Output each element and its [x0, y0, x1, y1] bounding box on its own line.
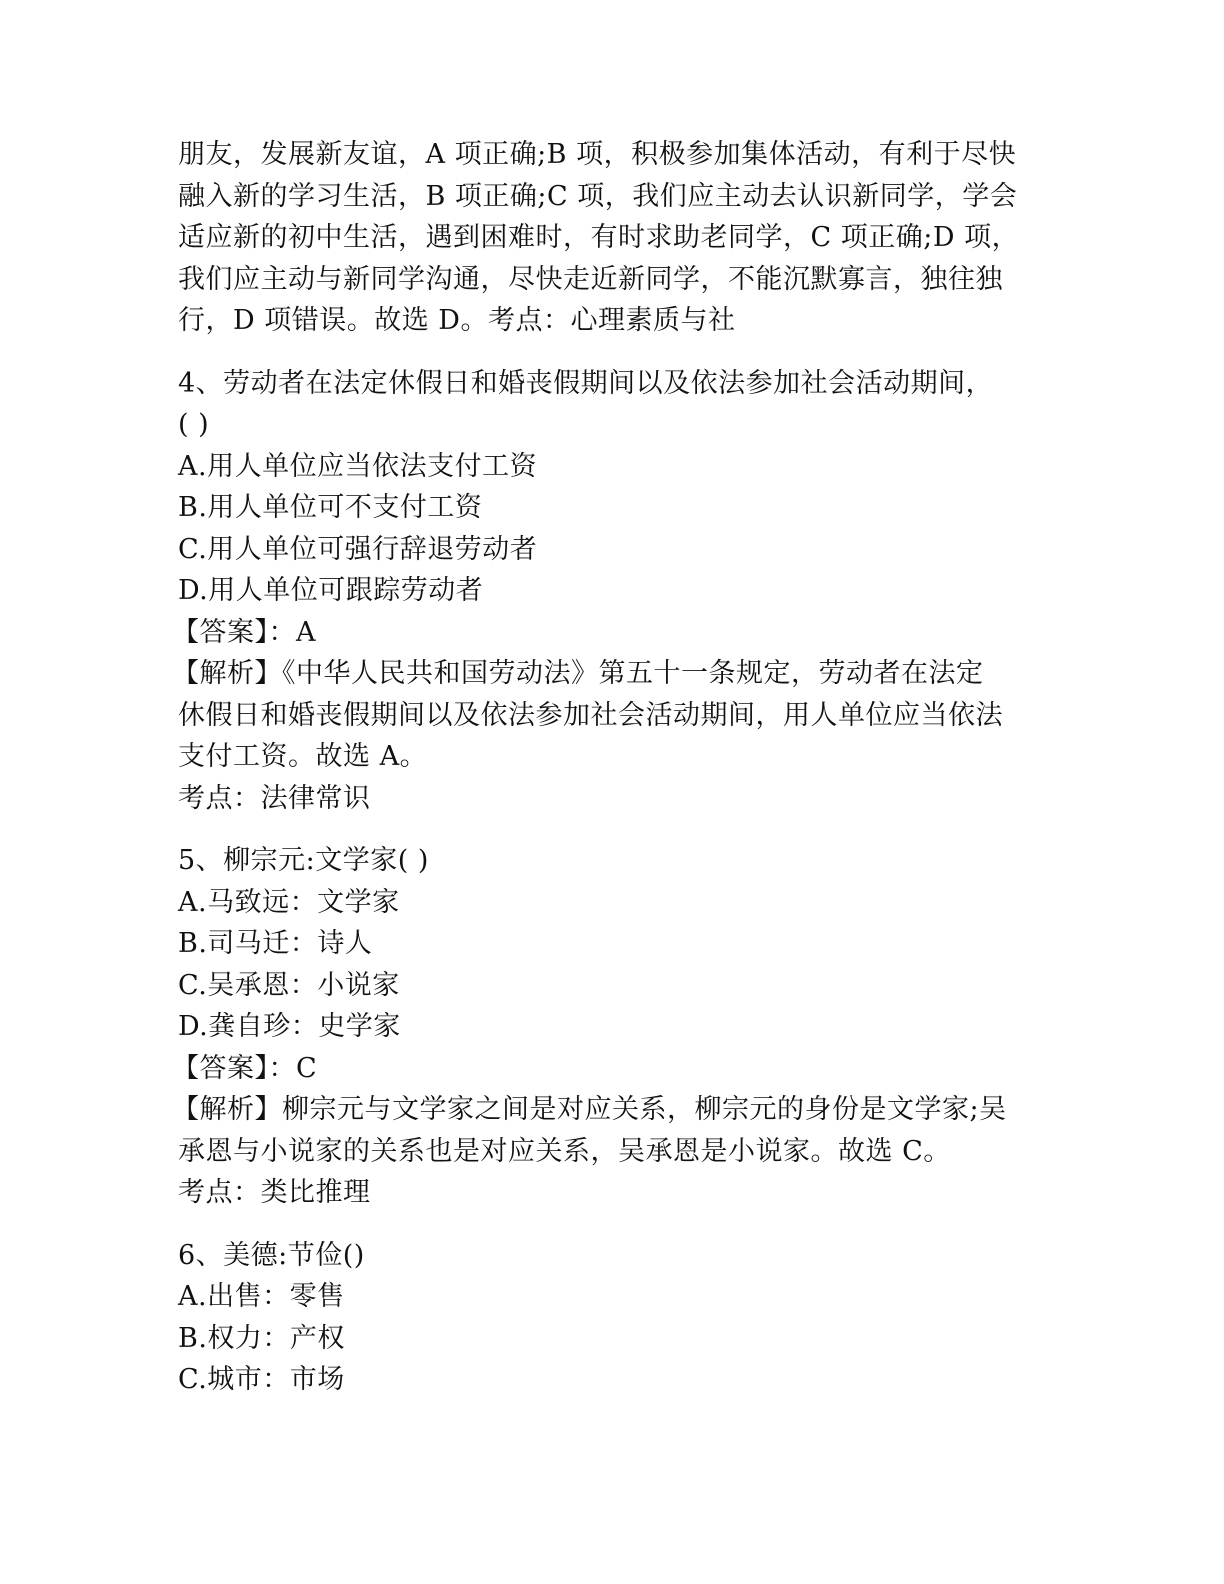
text-line: 融入新的学习生活，B 项正确;C 项，我们应主动去认识新同学，学会 [178, 180, 1018, 212]
question-6 [178, 1235, 1038, 1401]
option-d: D.用人单位可跟踪劳动者 [178, 575, 484, 606]
question-blank: ( ) [178, 409, 210, 440]
document-page [172, 134, 1038, 1401]
spacer [178, 1214, 1038, 1235]
option-a: A.马致远：文学家 [178, 886, 400, 918]
analysis-line: 休假日和婚丧假期间以及依法参加社会活动期间，用人单位应当依法 [178, 699, 1003, 731]
option-c: C.吴承恩：小说家 [178, 969, 400, 1001]
option-b: B.用人单位可不支付工资 [178, 492, 483, 523]
analysis-line: 承恩与小说家的关系也是对应关系，吴承恩是小说家。故选 C。 [178, 1135, 951, 1167]
analysis-line: 【解析】柳宗元与文学家之间是对应关系，柳宗元的身份是文学家;吴 [172, 1094, 1007, 1125]
option-b: B.权力：产权 [178, 1322, 345, 1354]
text-line: 行，D 项错误。故选 D。考点：心理素质与社 [178, 305, 736, 336]
answer: 【答案】：A [172, 616, 316, 648]
question-4 [172, 363, 1038, 820]
answer: 【答案】：C [172, 1052, 318, 1084]
option-a: A.出售：零售 [178, 1281, 345, 1312]
topic: 考点：类比推理 [178, 1177, 371, 1208]
analysis-line: 支付工资。故选 A。 [178, 741, 428, 772]
question-stem: 4、劳动者在法定休假日和婚丧假期间以及依法参加社会活动期间， [178, 367, 994, 399]
option-a: A.用人单位应当依法支付工资 [178, 450, 538, 482]
topic: 考点：法律常识 [178, 782, 371, 814]
option-d: D.龚自珍：史学家 [178, 1011, 401, 1042]
option-b: B.司马迁：诗人 [178, 928, 373, 959]
text-line: 朋友，发展新友谊，A 项正确;B 项，积极参加集体活动，有利于尽快 [178, 139, 1017, 170]
spacer [178, 342, 1038, 363]
analysis-line: 【解析】《中华人民共和国劳动法》第五十一条规定，劳动者在法定 [172, 658, 984, 689]
text-line: 我们应主动与新同学沟通，尽快走近新同学，不能沉默寡言，独往独 [178, 263, 1003, 295]
question-stem: 6、美德:节俭() [178, 1239, 365, 1271]
spacer [178, 819, 1038, 840]
text-line: 适应新的初中生活，遇到困难时，有时求助老同学，C 项正确;D 项， [178, 222, 1020, 253]
option-c: C.城市：市场 [178, 1364, 345, 1395]
intro-paragraph [178, 134, 1038, 342]
question-5 [172, 840, 1038, 1214]
option-c: C.用人单位可强行辞退劳动者 [178, 533, 538, 565]
question-stem: 5、柳宗元:文学家( ) [178, 845, 429, 876]
